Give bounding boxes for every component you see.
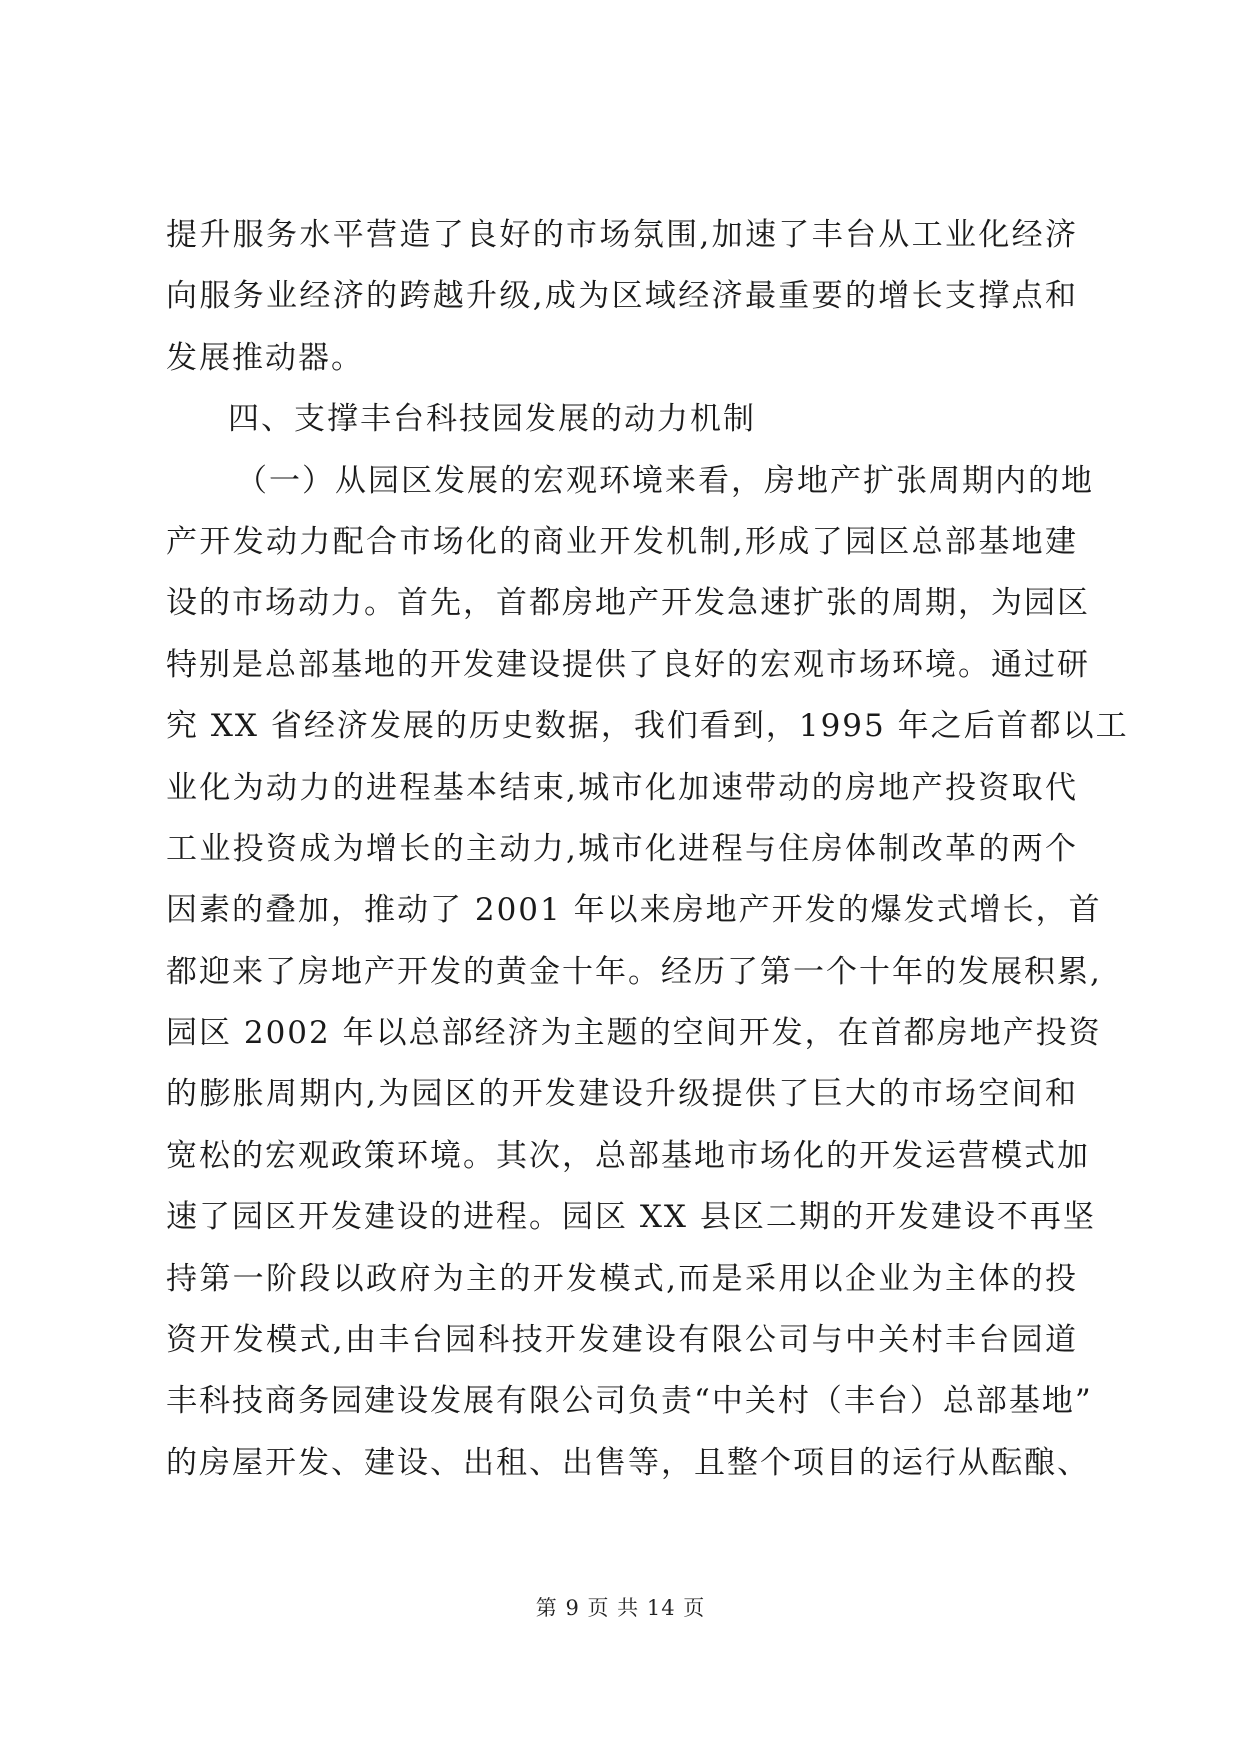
text-line: （一）从园区发展的宏观环境来看，房地产扩张周期内的地 xyxy=(236,462,1094,499)
text-line: 提升服务水平营造了良好的市场氛围,加速了丰台从工业化经济 xyxy=(166,217,1078,253)
text-line: 园区 2002 年以总部经济为主题的空间开发，在首都房地产投资 xyxy=(166,1015,1102,1052)
text-line: 的膨胀周期内,为园区的开发建设升级提供了巨大的市场空间和 xyxy=(166,1076,1078,1113)
text-line: 宽松的宏观政策环境。其次，总部基地市场化的开发运营模式加 xyxy=(166,1137,1090,1174)
text-line: 向服务业经济的跨越升级,成为区域经济最重要的增长支撑点和 xyxy=(166,278,1078,315)
text-line: 的房屋开发、建设、出租、出售等，且整个项目的运行从酝酿、 xyxy=(166,1444,1090,1481)
text-line: 速了园区开发建设的进程。园区 XX 县区二期的开发建设不再坚 xyxy=(166,1199,1096,1236)
text-line: 业化为动力的进程基本结束,城市化加速带动的房地产投资取代 xyxy=(166,769,1078,806)
text-line: 因素的叠加，推动了 2001 年以来房地产开发的爆发式增长，首 xyxy=(166,892,1102,929)
text-line: 都迎来了房地产开发的黄金十年。经历了第一个十年的发展积累, xyxy=(166,953,1102,990)
text-line: 产开发动力配合市场化的商业开发机制,形成了园区总部基地建 xyxy=(166,523,1078,560)
text-line: 究 XX 省经济发展的历史数据，我们看到，1995 年之后首都以工 xyxy=(166,708,1129,745)
page-number-footer: 第 9 页 共 14 页 xyxy=(535,1596,706,1620)
text-line: 特别是总部基地的开发建设提供了良好的宏观市场环境。通过研 xyxy=(166,646,1090,683)
section-heading: 四、支撑丰台科技园发展的动力机制 xyxy=(228,401,756,438)
text-line: 发展推动器。 xyxy=(166,339,364,376)
text-line: 丰科技商务园建设发展有限公司负责“中关村（丰台）总部基地” xyxy=(166,1383,1093,1420)
text-line: 资开发模式,由丰台园科技开发建设有限公司与中关村丰台园道 xyxy=(166,1322,1078,1359)
text-line: 设的市场动力。首先，首都房地产开发急速扩张的周期，为园区 xyxy=(166,585,1090,622)
document-body xyxy=(166,205,1129,1494)
text-line: 工业投资成为增长的主动力,城市化进程与住房体制改革的两个 xyxy=(166,830,1078,867)
text-line: 持第一阶段以政府为主的开发模式,而是采用以企业为主体的投 xyxy=(166,1260,1078,1297)
